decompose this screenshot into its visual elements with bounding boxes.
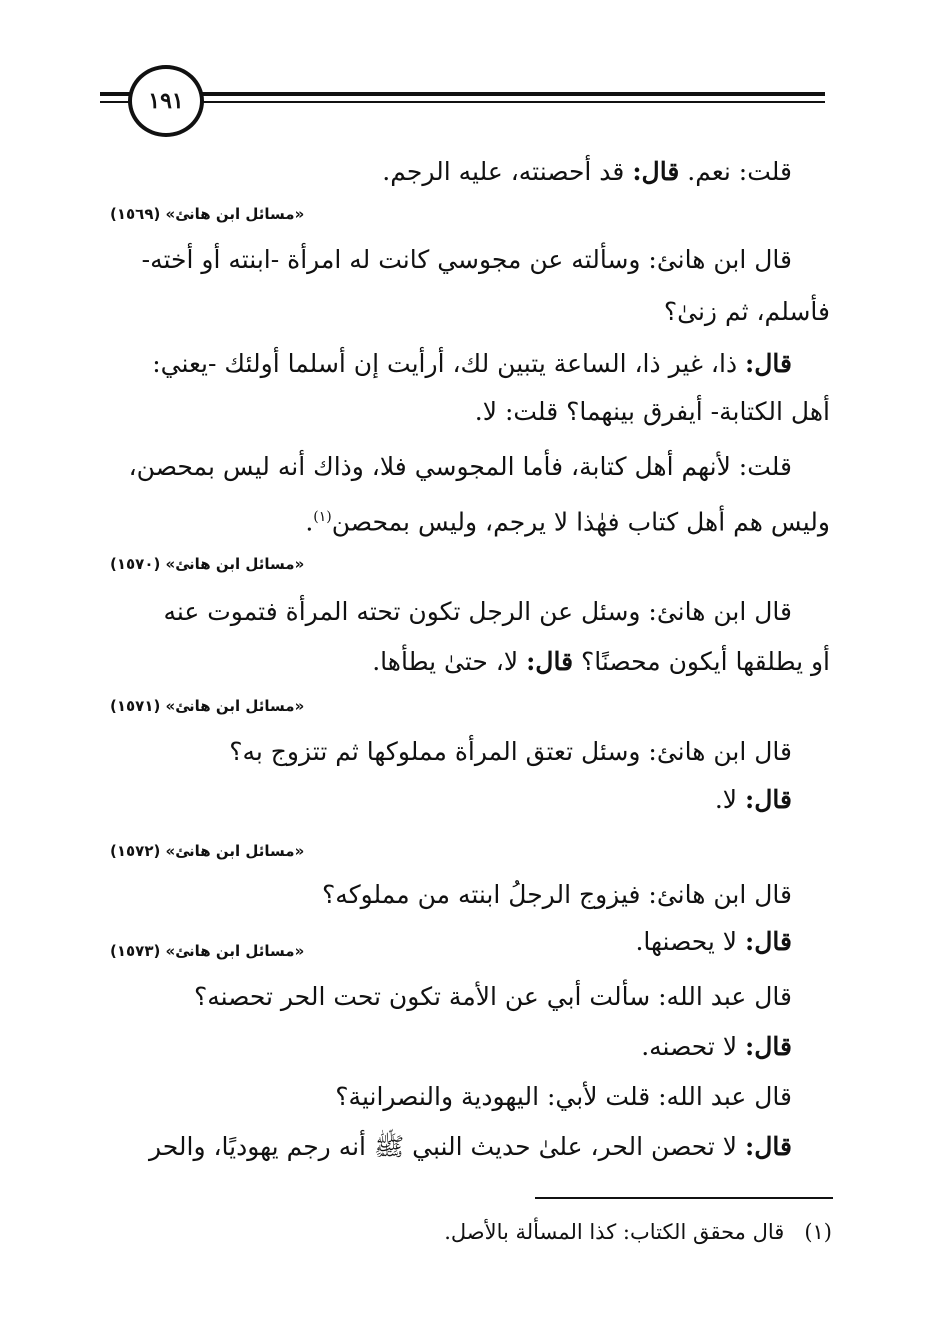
answer-1573 <box>72 1025 830 1069</box>
footnote-1 <box>444 1220 832 1244</box>
text-segment: لا، حتىٰ يطأها. <box>372 647 519 676</box>
answer-1569-line1 <box>72 342 830 386</box>
text-segment: لا. <box>714 785 738 814</box>
footnote-number: (١) <box>804 1220 832 1244</box>
question-1570-line2 <box>110 640 830 684</box>
text-segment: ذا، غير ذا، الساعة يتبين لك، أرأيت إن أسلما أولئك -يعني: <box>152 349 738 378</box>
footnote-divider <box>535 1197 833 1199</box>
text-segment: أو يطلقها أيكون محصنًا؟ <box>580 647 830 676</box>
question-1569-line2: فأسلم، ثم زنىٰ؟ <box>663 297 830 326</box>
question-1572: قال ابن هانئ: فيزوج الرجلُ ابنته من مملوكه؟ <box>322 880 792 909</box>
answer-1569-line2: أهل الكتابة- أيفرق بينهما؟ قلت: لا. <box>474 397 830 426</box>
speaker-label: قال: <box>745 927 792 956</box>
line-answer-1 <box>72 150 830 194</box>
text-segment: قد أحصنته، عليه الرجم. <box>382 157 625 186</box>
speaker-label: قال: <box>745 785 792 814</box>
comment-line2 <box>110 495 830 544</box>
text-segment: قلت: نعم. <box>687 157 792 186</box>
reference-1573: «مسائل ابن هانئ» (١٥٧٣) <box>110 942 305 960</box>
speaker-label: قال: <box>526 647 574 676</box>
text-segment: لا تحصنه. <box>641 1032 738 1061</box>
question-1573: قال عبد الله: سألت أبي عن الأمة تكون تحت الحر تحصنه؟ <box>193 982 792 1011</box>
reference-1569: «مسائل ابن هانئ» (١٥٦٩) <box>110 205 305 223</box>
header-rule-thin <box>100 101 825 103</box>
question-jewish-christian: قال عبد الله: قلت لأبي: اليهودية والنصرانية؟ <box>335 1082 792 1111</box>
question-1571: قال ابن هانئ: وسئل تعتق المرأة مملوكها ثم تتزوج به؟ <box>229 737 792 766</box>
answer-1571 <box>72 778 830 822</box>
text-segment: لا يحصنها. <box>635 927 738 956</box>
comment-line1: قلت: لأنهم أهل كتابة، فأما المجوسي فلا، وذاك أنه ليس بمحصن، <box>128 452 792 481</box>
text-segment: وليس هم أهل كتاب فهٰذا لا يرجم، وليس بمحصن <box>331 507 830 537</box>
text-segment: لا تحصن الحر، علىٰ حديث النبي ﷺ أنه رجم يهوديًا، والحر <box>148 1132 738 1161</box>
speaker-label: قال: <box>745 349 792 378</box>
answer-jewish-christian <box>72 1125 830 1169</box>
page-header <box>0 0 940 150</box>
speaker-label: قال: <box>745 1032 792 1061</box>
reference-1572: «مسائل ابن هانئ» (١٥٧٢) <box>110 842 305 860</box>
footnote-marker: (١) <box>313 509 332 525</box>
question-1569-line1: قال ابن هانئ: وسألته عن مجوسي كانت له امرأة -ابنته أو أخته- <box>141 245 792 274</box>
page-number: ١٩١ <box>128 65 204 137</box>
footnote-text: قال محقق الكتاب: كذا المسألة بالأصل. <box>444 1220 785 1244</box>
reference-1571: «مسائل ابن هانئ» (١٥٧١) <box>110 697 305 715</box>
speaker-label: قال: <box>632 157 680 186</box>
speaker-label: قال: <box>745 1132 792 1161</box>
reference-1570: «مسائل ابن هانئ» (١٥٧٠) <box>110 555 305 573</box>
header-rule-thick <box>100 92 825 96</box>
question-1570-line1: قال ابن هانئ: وسئل عن الرجل تكون تحته المرأة فتموت عنه <box>163 597 792 626</box>
text-segment: . <box>305 507 314 537</box>
